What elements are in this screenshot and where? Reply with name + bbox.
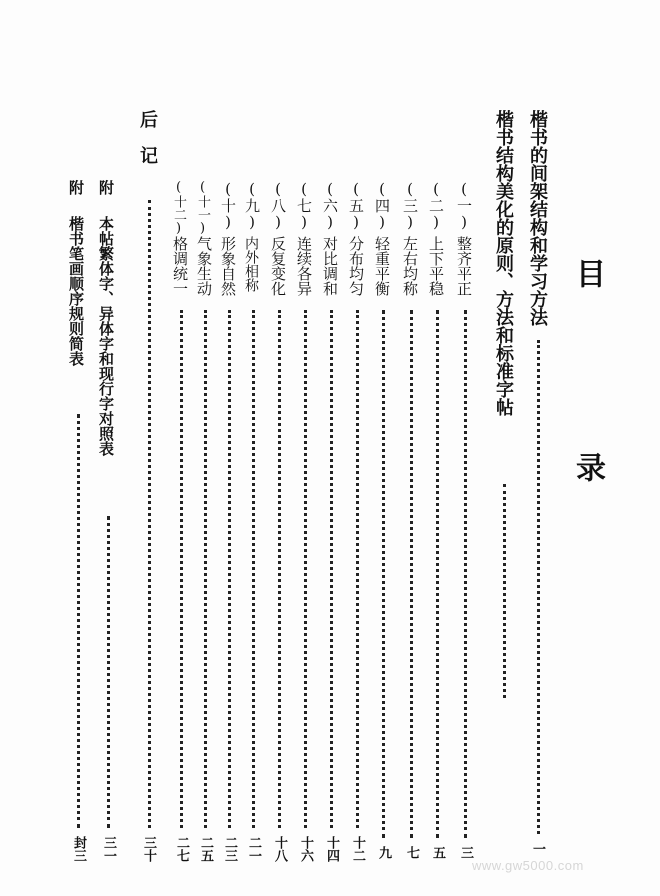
appendix-2-entry[interactable]: [68, 0, 90, 896]
appendix-2-title: 楷书笔画顺序规则简表: [67, 216, 85, 366]
item-page: 十四: [324, 836, 339, 862]
item-title: 整齐平正: [455, 236, 473, 296]
leader-dots: [278, 310, 281, 828]
leader-dots: [410, 310, 413, 838]
afterword-entry[interactable]: [138, 0, 160, 896]
leader-dots: [204, 310, 207, 828]
item-page: 五: [430, 846, 445, 859]
toc-item-4[interactable]: [374, 0, 394, 896]
leader-dots: [436, 310, 439, 838]
item-title: 轻重平衡: [373, 236, 391, 296]
leader-dots: [537, 340, 540, 834]
leader-dots: [252, 310, 255, 828]
item-number: (三): [401, 180, 419, 231]
item-number: (十): [219, 180, 237, 231]
appendix-1-title: 本帖繁体字、异体字和现行字对照表: [97, 216, 115, 456]
item-page: 九: [376, 846, 391, 859]
leader-dots: [77, 414, 80, 828]
leader-dots: [356, 310, 359, 828]
leader-dots: [382, 310, 385, 838]
item-page: 十二: [350, 836, 365, 862]
item-number: (九): [243, 180, 261, 231]
item-page: 二七: [174, 836, 189, 862]
afterword-title: 后 记: [137, 110, 158, 164]
item-title: 气象生动: [195, 236, 213, 296]
item-page: 十六: [298, 836, 313, 862]
item-page: 二五: [198, 836, 213, 862]
leader-dots: [330, 310, 333, 828]
item-title: 连续各异: [295, 236, 313, 296]
chapter-2-title: 楷书结构美化的原则、方法和标准字帖: [493, 110, 514, 416]
toc-title-second-char: 录: [570, 452, 605, 482]
toc-item-12[interactable]: [172, 0, 192, 896]
appendix-2-label: 附: [67, 180, 85, 195]
leader-dots: [228, 310, 231, 828]
leader-dots: [304, 310, 307, 828]
item-page: 十八: [272, 836, 287, 862]
item-title: 对比调和: [321, 236, 339, 296]
toc-item-6[interactable]: [322, 0, 342, 896]
item-number: (五): [347, 180, 365, 231]
item-number: (二): [427, 180, 445, 231]
toc-item-5[interactable]: [348, 0, 368, 896]
item-number: (一): [455, 180, 473, 231]
leader-dots: [180, 310, 183, 828]
toc-item-9[interactable]: [244, 0, 264, 896]
item-page: 二三: [222, 836, 237, 862]
item-page: 三: [458, 846, 473, 859]
chapter-2-entry[interactable]: [494, 0, 516, 896]
chapter-1-page: 一: [530, 842, 545, 855]
chapter-1-entry[interactable]: [528, 0, 550, 896]
leader-dots: [148, 200, 151, 828]
item-number: (八): [269, 180, 287, 231]
toc-item-7[interactable]: [296, 0, 316, 896]
item-title: 反复变化: [269, 236, 287, 296]
toc-item-2[interactable]: [428, 0, 448, 896]
item-title: 分布均匀: [347, 236, 365, 296]
item-number: (十一): [195, 180, 210, 236]
watermark-text: www.gw5000.com: [472, 858, 584, 873]
leader-dots: [503, 484, 506, 698]
appendix-1-label: 附: [97, 180, 115, 195]
toc-item-10[interactable]: [220, 0, 240, 896]
item-number: (六): [321, 180, 339, 231]
item-number: (七): [295, 180, 313, 231]
toc-item-3[interactable]: [402, 0, 422, 896]
leader-dots: [107, 516, 110, 828]
appendix-1-page: 三一: [101, 836, 116, 862]
leader-dots: [464, 310, 467, 838]
item-title: 内外相称: [243, 236, 259, 292]
item-title: 形象自然: [219, 236, 237, 296]
item-title: 左右均称: [401, 236, 419, 296]
toc-title-first-char: 目: [570, 258, 605, 288]
toc-item-1[interactable]: [456, 0, 476, 896]
item-page: 七: [404, 846, 419, 859]
toc-item-11[interactable]: [196, 0, 216, 896]
appendix-2-page: 封三: [71, 836, 86, 862]
item-page: 二一: [246, 836, 261, 862]
item-title: 上下平稳: [427, 236, 445, 296]
afterword-page: 三十: [141, 836, 156, 862]
appendix-1-entry[interactable]: [98, 0, 120, 896]
chapter-1-title: 楷书的间架结构和学习方法: [527, 110, 548, 326]
item-number: (四): [373, 180, 391, 231]
item-number: (十二): [171, 180, 186, 236]
toc-item-8[interactable]: [270, 0, 290, 896]
item-title: 格调统一: [171, 236, 189, 296]
